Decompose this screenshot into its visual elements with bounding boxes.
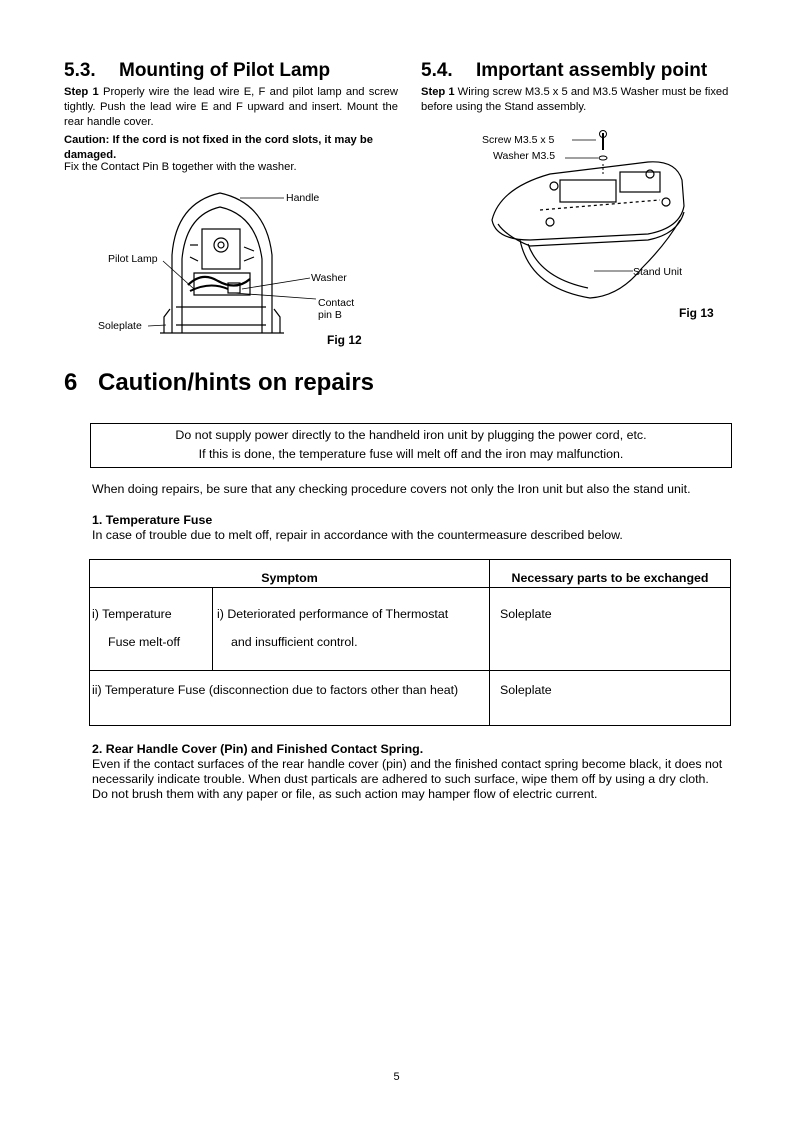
- label-washer-m35: Washer M3.5: [493, 150, 556, 162]
- fig-label: Fig: [679, 306, 697, 320]
- step-text: Properly wire the lead wire E, F and pilot lamp and screw tightly. Push the lead wire E and F upward and insert. Mount the rear handle cover.: [64, 86, 398, 128]
- row1-label: [90, 588, 213, 671]
- row2-part: Soleplate: [490, 671, 731, 726]
- row1-desc-line2: and insufficient control.: [231, 635, 358, 649]
- section-5-4-step: [421, 85, 761, 115]
- fig-number: 13: [700, 306, 714, 320]
- page-number: 5: [393, 1071, 400, 1083]
- table-row: [90, 588, 731, 671]
- section-6-heading: [64, 369, 374, 397]
- figure-12: [90, 185, 390, 350]
- fig-13-caption: [679, 306, 714, 320]
- subsection-2-line2: necessarily indicate trouble. When dust particals are adhered to such surface, wipe them off by using a dry cloth.: [92, 772, 709, 786]
- step-label: Step 1: [421, 86, 455, 98]
- label-soleplate: Soleplate: [98, 320, 142, 332]
- fig-label: Fig: [327, 333, 345, 347]
- section-number: 5.4.: [421, 60, 453, 81]
- label-handle: Handle: [286, 192, 320, 204]
- figure-13: [470, 128, 740, 328]
- row2-description: ii) Temperature Fuse (disconnection due to factors other than heat): [90, 671, 490, 726]
- warning-line-1: Do not supply power directly to the handheld iron unit by plugging the power cord, etc.: [175, 428, 647, 442]
- subsection-1-title: 1. Temperature Fuse: [92, 513, 213, 527]
- caution-text: Caution: If the cord is not fixed in the cord slots, it may be damaged.: [64, 134, 373, 161]
- section-number: 6: [64, 369, 78, 396]
- label-pilot-lamp: Pilot Lamp: [108, 253, 158, 265]
- warning-line-2: If this is done, the temperature fuse will melt off and the iron may malfunction.: [198, 447, 624, 461]
- section-5-3-step: [64, 85, 398, 130]
- header-symptom: Symptom: [90, 560, 490, 588]
- fig-12-caption: [327, 333, 362, 347]
- header-parts: Necessary parts to be exchanged: [490, 560, 731, 588]
- symptom-table: [89, 559, 731, 726]
- subsection-2-line1: Even if the contact surfaces of the rear handle cover (pin) and the finished contact spring become black, it does not: [92, 757, 723, 771]
- subsection-2-line3: Do not brush them with any paper or file, as such action may hamper flow of electric current.: [92, 787, 598, 801]
- label-contact: Contact: [318, 297, 355, 309]
- fix-text: Fix the Contact Pin B together with the washer.: [64, 161, 297, 173]
- section-title: Mounting of Pilot Lamp: [119, 60, 331, 81]
- subsection-2-body: [92, 757, 722, 802]
- step-label: Step 1: [64, 86, 99, 98]
- label-screw: Screw M3.5 x 5: [482, 134, 555, 146]
- row1-desc-line1: i) Deteriorated performance of Thermostat: [217, 607, 449, 621]
- table-header-row: [90, 560, 731, 588]
- row1-part: Soleplate: [490, 588, 731, 671]
- section-number: 5.3.: [64, 60, 96, 81]
- section-5-3-heading: [64, 60, 330, 82]
- label-stand-unit: Stand Unit: [633, 266, 683, 278]
- row1-label-line2: Fuse melt-off: [108, 635, 181, 649]
- warning-box: [90, 423, 732, 468]
- repair-intro: When doing repairs, be sure that any checking procedure covers not only the Iron unit but also the stand unit.: [92, 482, 691, 496]
- label-pin-b: pin B: [318, 309, 342, 321]
- subsection-2-title: 2. Rear Handle Cover (Pin) and Finished Contact Spring.: [92, 742, 424, 756]
- section-5-4-heading: [421, 60, 707, 82]
- step-text: Wiring screw M3.5 x 5 and M3.5 Washer must be fixed before using the Stand assembly.: [421, 86, 729, 113]
- section-title: Important assembly point: [476, 60, 708, 81]
- subsection-1-text: In case of trouble due to melt off, repair in accordance with the countermeasure described below.: [92, 528, 623, 542]
- section-title: Caution/hints on repairs: [98, 369, 375, 396]
- table-row: [90, 671, 731, 726]
- row1-label-line1: i) Temperature: [92, 607, 172, 621]
- fig-number: 12: [348, 333, 362, 347]
- row1-description: [213, 588, 490, 671]
- label-washer: Washer: [311, 272, 347, 284]
